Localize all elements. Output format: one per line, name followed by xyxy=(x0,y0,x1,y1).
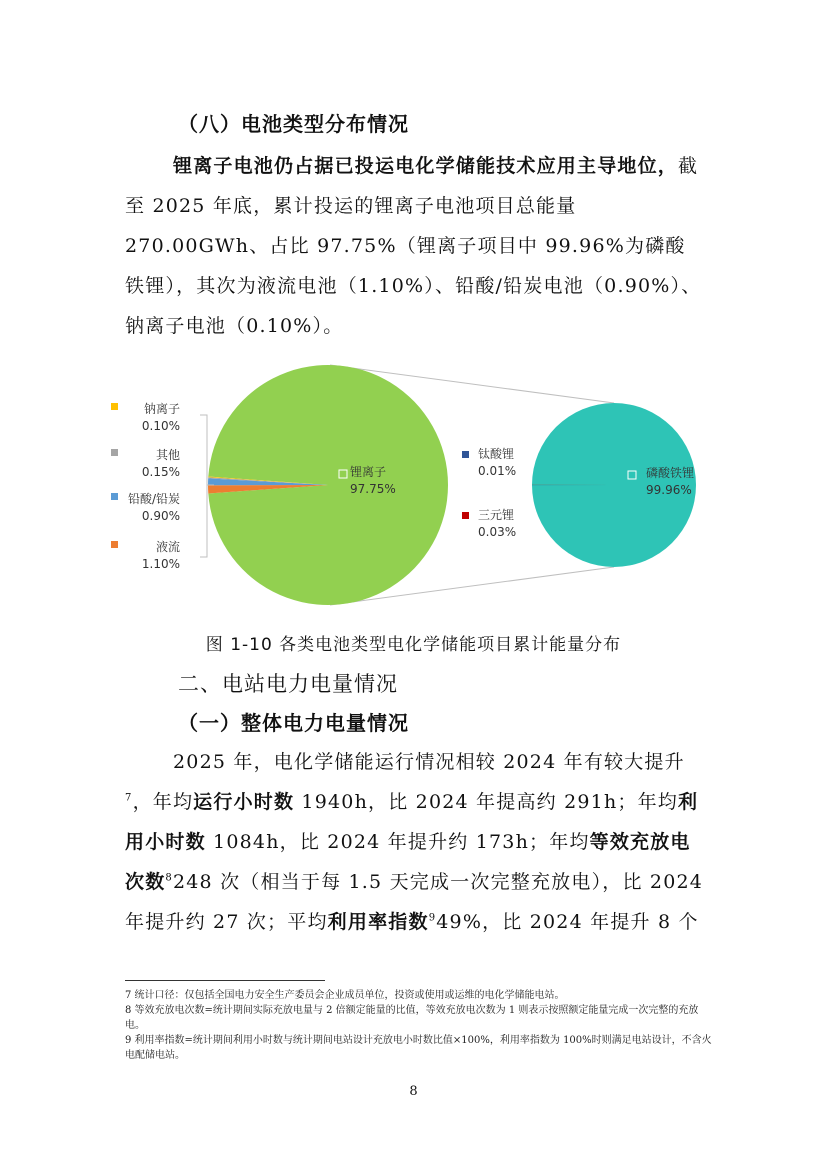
label-bracket xyxy=(200,415,207,557)
term-equivalent-cycles: 等效充放电次数 xyxy=(125,831,691,893)
paragraph-lead: 锂离子电池仍占据已投运电化学储能技术应用主导地位， xyxy=(173,155,679,177)
section-heading: （八）电池类型分布情况 xyxy=(178,112,409,136)
label-value: 0.15% xyxy=(141,465,180,479)
text-run: 2025 年，电化学储能运行情况相较 2024 年有较大提升 xyxy=(173,751,685,773)
footnote-9: 9 利用率指数=统计期间利用小时数与统计期间电站设计充放电小时数比值×100%，利用率指数为 100%时则满足电站设计，不含火电配储电站。 xyxy=(125,1035,712,1061)
label-name: 其他 xyxy=(155,448,180,462)
label-value: 1.10% xyxy=(141,557,180,571)
legend-marker-2 xyxy=(111,493,118,500)
label-value: 0.10% xyxy=(141,419,180,433)
label-value: 0.90% xyxy=(141,509,180,523)
footnotes xyxy=(125,988,715,1063)
label-value: 99.96% xyxy=(646,483,692,497)
data-label-main-2 xyxy=(128,491,180,523)
figure-caption: 图 1-10 各类电池类型电化学储能项目累计能量分布 xyxy=(205,635,622,655)
footnote-ref: 8 xyxy=(165,872,173,884)
data-label-main-3 xyxy=(142,539,180,571)
page-number: 8 xyxy=(409,1084,418,1099)
legend-marker-3 xyxy=(111,541,118,548)
main-pie xyxy=(208,365,448,605)
legend-marker-lto xyxy=(462,451,469,458)
term-utilization-index: 利用率指数 xyxy=(327,911,429,933)
data-label-main-0 xyxy=(142,401,180,433)
legend-marker-0 xyxy=(111,403,118,410)
label-name: 钛酸锂 xyxy=(478,447,515,461)
text-run: 1084h，比 2024 年提升约 173h；年均 xyxy=(205,831,590,853)
subsection-heading: （一）整体电力电量情况 xyxy=(178,711,409,735)
label-value: 0.03% xyxy=(478,525,517,539)
label-value: 97.75% xyxy=(350,482,396,496)
term-run-hours: 运行小时数 xyxy=(193,791,295,813)
label-name: 液流 xyxy=(155,540,180,554)
label-value: 0.01% xyxy=(478,464,517,478)
footnote-ref: 7 xyxy=(125,792,133,804)
paragraph-battery-distribution xyxy=(125,146,705,346)
footnote-8: 8 等效充放电次数=统计期间实际充放电量与 2 倍额定能量的比值，等效充放电次数为 1 则表示按照额定能量完成一次完整的充放电。 xyxy=(125,1005,699,1031)
paragraph-body: 截至 2025 年底，累计投运的锂离子电池项目总能量 270.00GWh、占比 97.75%（锂离子项目中 99.96%为磷酸铁锂），其次为液流电池（1.10%）、铅酸/铅炭电池（0.90%）、钠离子电池（0.10%）。 xyxy=(125,155,702,337)
label-name: 铅酸/铅炭 xyxy=(127,492,180,506)
text-run: 1940h，比 2024 年提高约 291h；年均 xyxy=(294,791,678,813)
label-name: 磷酸铁锂 xyxy=(646,466,695,480)
footnote-divider xyxy=(125,980,325,981)
label-name: 锂离子 xyxy=(350,465,387,479)
footnote-7: 7 统计口径：仅包括全国电力安全生产委员会企业成员单位，投资或使用或运维的电化学储能电站。 xyxy=(125,990,565,1001)
legend-marker-ncm xyxy=(462,512,469,519)
label-name: 三元锂 xyxy=(478,508,515,522)
footnote-ref: 9 xyxy=(428,912,437,924)
label-name: 钠离子 xyxy=(143,402,180,416)
text-run: ，年均 xyxy=(132,791,194,813)
data-label-lto xyxy=(478,446,516,478)
term-utilization-hours: 利用小时数 xyxy=(125,791,699,853)
section2-heading: 二、电站电力电量情况 xyxy=(178,672,398,696)
paragraph-operation xyxy=(125,742,705,942)
text-run: 248 次（相当于每 1.5 天完成一次完整充放电），比 2024 年提升约 27 次；平均 xyxy=(125,871,704,933)
data-label-ncm xyxy=(478,507,516,539)
battery-type-pie-chart xyxy=(0,355,827,625)
text-run: 49%，比 2024 年提升 8 个 xyxy=(436,911,699,933)
data-label-main-1 xyxy=(142,447,180,479)
legend-marker-1 xyxy=(111,449,118,456)
